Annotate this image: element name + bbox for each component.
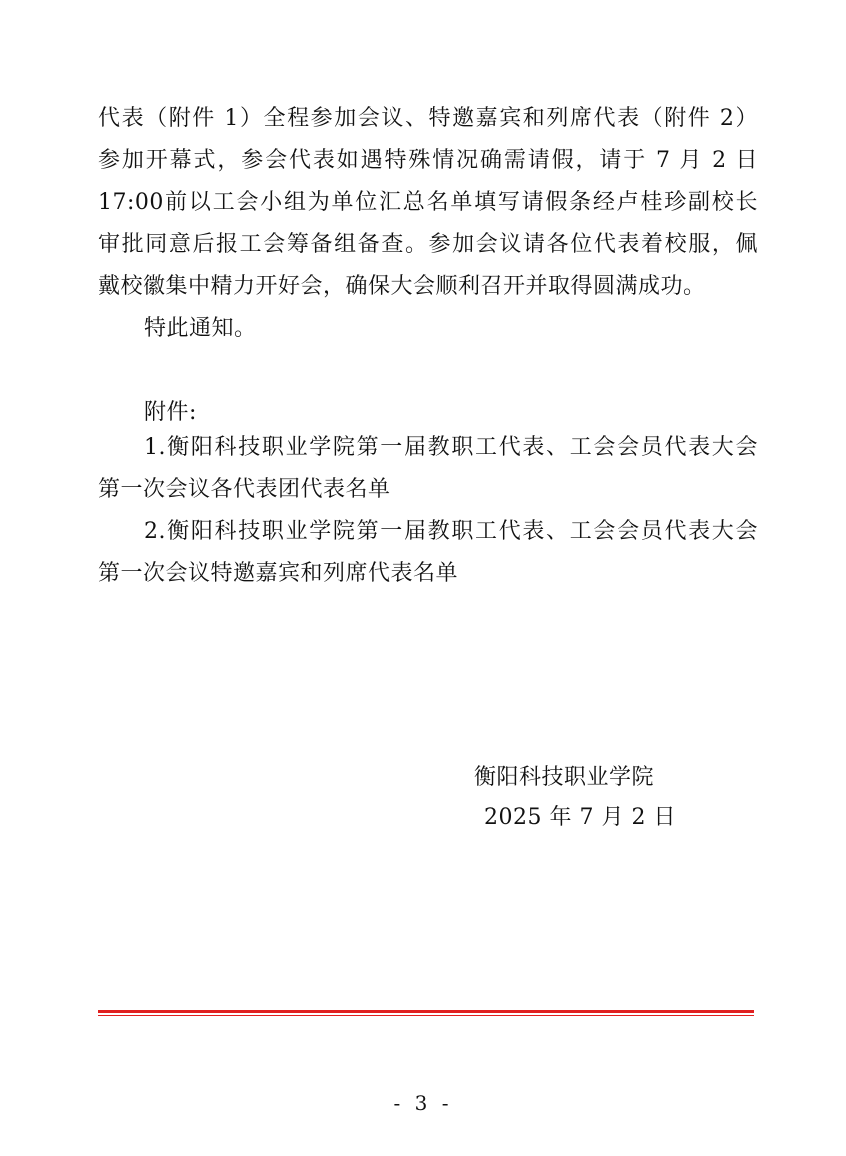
footer-rule-thin: [98, 1015, 754, 1016]
notice-closing: 特此通知。: [144, 316, 257, 341]
body-paragraph-line-3: 17:00前以工会小组为单位汇总名单填写请假条经卢桂珍副校长: [98, 190, 758, 215]
attachment-2-line-2: 第一次会议特邀嘉宾和列席代表名单: [98, 561, 459, 586]
body-paragraph-line-1: 代表（附件 1）全程参加会议、特邀嘉宾和列席代表（附件 2）: [98, 106, 758, 131]
body-paragraph-line-5: 戴校徽集中精力开好会，确保大会顺利召开并取得圆满成功。: [98, 274, 706, 299]
body-paragraph-line-2: 参加开幕式，参会代表如遇特殊情况确需请假，请于 7 月 2 日: [98, 148, 758, 173]
body-paragraph-line-4: 审批同意后报工会筹备组备查。参加会议请各位代表着校服，佩: [98, 232, 758, 257]
signature-date: 2025 年 7 月 2 日: [484, 805, 676, 830]
signature-organization: 衡阳科技职业学院: [474, 765, 655, 790]
attachments-label: 附件:: [144, 400, 197, 425]
attachment-2-line-1: 2.衡阳科技职业学院第一届教职工代表、工会会员代表大会: [144, 519, 758, 544]
page-number: - 3 -: [393, 1091, 453, 1115]
attachment-1-line-2: 第一次会议各代表团代表名单: [98, 477, 391, 502]
footer-rule-thick: [98, 1010, 754, 1013]
attachment-1-line-1: 1.衡阳科技职业学院第一届教职工代表、工会会员代表大会: [144, 435, 758, 460]
